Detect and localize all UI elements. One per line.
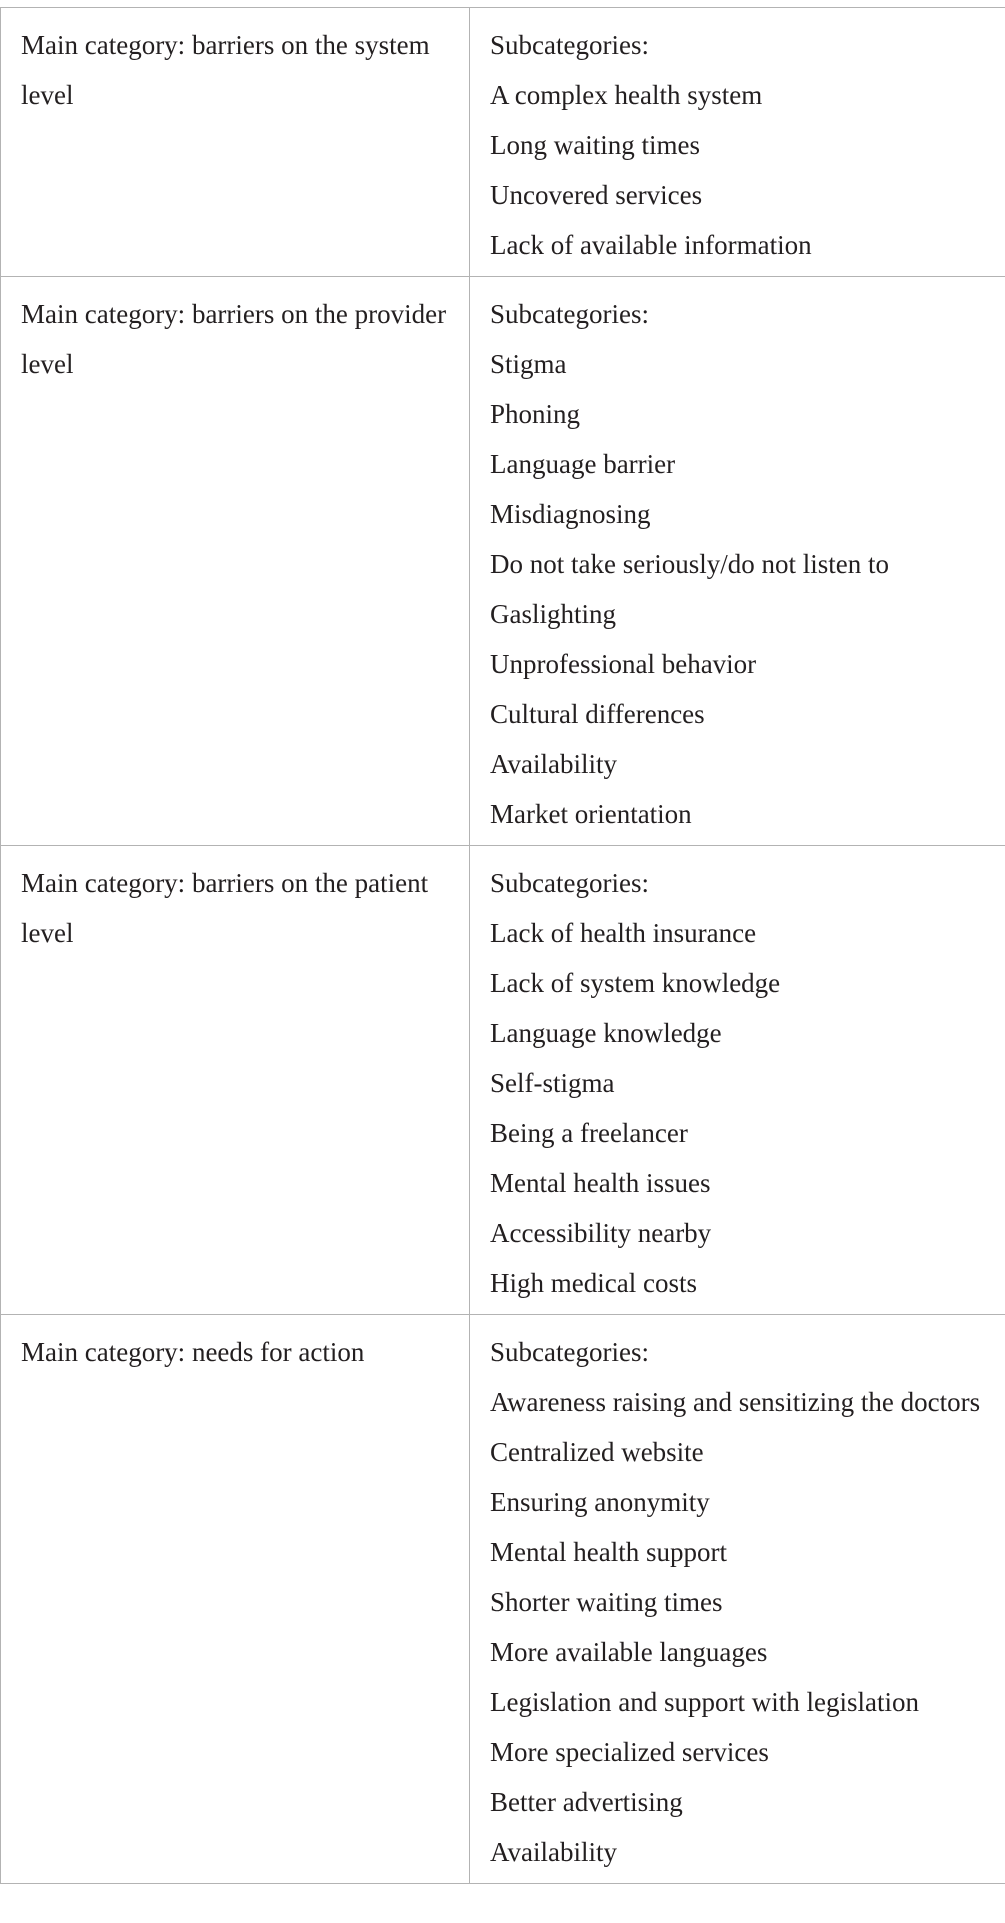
main-category-cell: Main category: barriers on the system level	[1, 8, 470, 277]
subcategory-item: More available languages	[490, 1637, 768, 1667]
subcategory-item: Market orientation	[490, 799, 692, 829]
subcategories-header: Subcategories:	[490, 868, 649, 898]
subcategory-item: Better advertising	[490, 1787, 683, 1817]
subcategory-item: Centralized website	[490, 1437, 704, 1467]
subcategory-item: Mental health issues	[490, 1168, 711, 1198]
subcategory-item: Language knowledge	[490, 1018, 722, 1048]
subcategory-item: Unprofessional behavior	[490, 649, 757, 679]
subcategory-item: Lack of available information	[490, 230, 812, 260]
subcategory-item: Uncovered services	[490, 180, 703, 210]
subcategory-item: Availability	[490, 1837, 617, 1867]
table-row	[1, 1315, 1005, 1884]
categories-table-wrapper	[0, 7, 1003, 1884]
main-category-cell: Main category: barriers on the provider level	[1, 277, 470, 846]
table-row	[1, 8, 1005, 277]
subcategory-item: Phoning	[490, 399, 581, 429]
subcategories-cell	[470, 8, 1005, 277]
subcategory-item: Self-stigma	[490, 1068, 615, 1098]
subcategory-item: Lack of health insurance	[490, 918, 757, 948]
subcategory-item: Ensuring anonymity	[490, 1487, 710, 1517]
subcategory-item: Being a freelancer	[490, 1118, 688, 1148]
subcategory-item: Mental health support	[490, 1537, 727, 1567]
table-row	[1, 277, 1005, 846]
subcategory-item: Shorter waiting times	[490, 1587, 723, 1617]
subcategories-header: Subcategories:	[490, 299, 649, 329]
subcategory-item: More specialized services	[490, 1737, 769, 1767]
subcategory-item: Misdiagnosing	[490, 499, 651, 529]
subcategory-item: Awareness raising and sensitizing the doctors	[490, 1387, 981, 1417]
subcategory-item: Lack of system knowledge	[490, 968, 781, 998]
subcategory-item: A complex health system	[490, 80, 763, 110]
subcategory-item: Accessibility nearby	[490, 1218, 712, 1248]
main-category-cell: Main category: barriers on the patient level	[1, 846, 470, 1315]
subcategory-item: Language barrier	[490, 449, 676, 479]
subcategory-item: Cultural differences	[490, 699, 705, 729]
subcategories-header: Subcategories:	[490, 30, 649, 60]
subcategories-header: Subcategories:	[490, 1337, 649, 1367]
subcategory-item: Long waiting times	[490, 130, 700, 160]
categories-table	[0, 7, 1005, 1884]
main-category-cell: Main category: needs for action	[1, 1315, 470, 1884]
subcategories-cell	[470, 277, 1005, 846]
table-row	[1, 846, 1005, 1315]
subcategory-item: Legislation and support with legislation	[490, 1687, 919, 1717]
subcategory-item: Stigma	[490, 349, 567, 379]
subcategory-item: Availability	[490, 749, 617, 779]
subcategories-cell	[470, 1315, 1005, 1884]
subcategories-cell	[470, 846, 1005, 1315]
subcategory-item: Gaslighting	[490, 599, 616, 629]
subcategory-item: Do not take seriously/do not listen to	[490, 549, 889, 579]
subcategory-item: High medical costs	[490, 1268, 697, 1298]
